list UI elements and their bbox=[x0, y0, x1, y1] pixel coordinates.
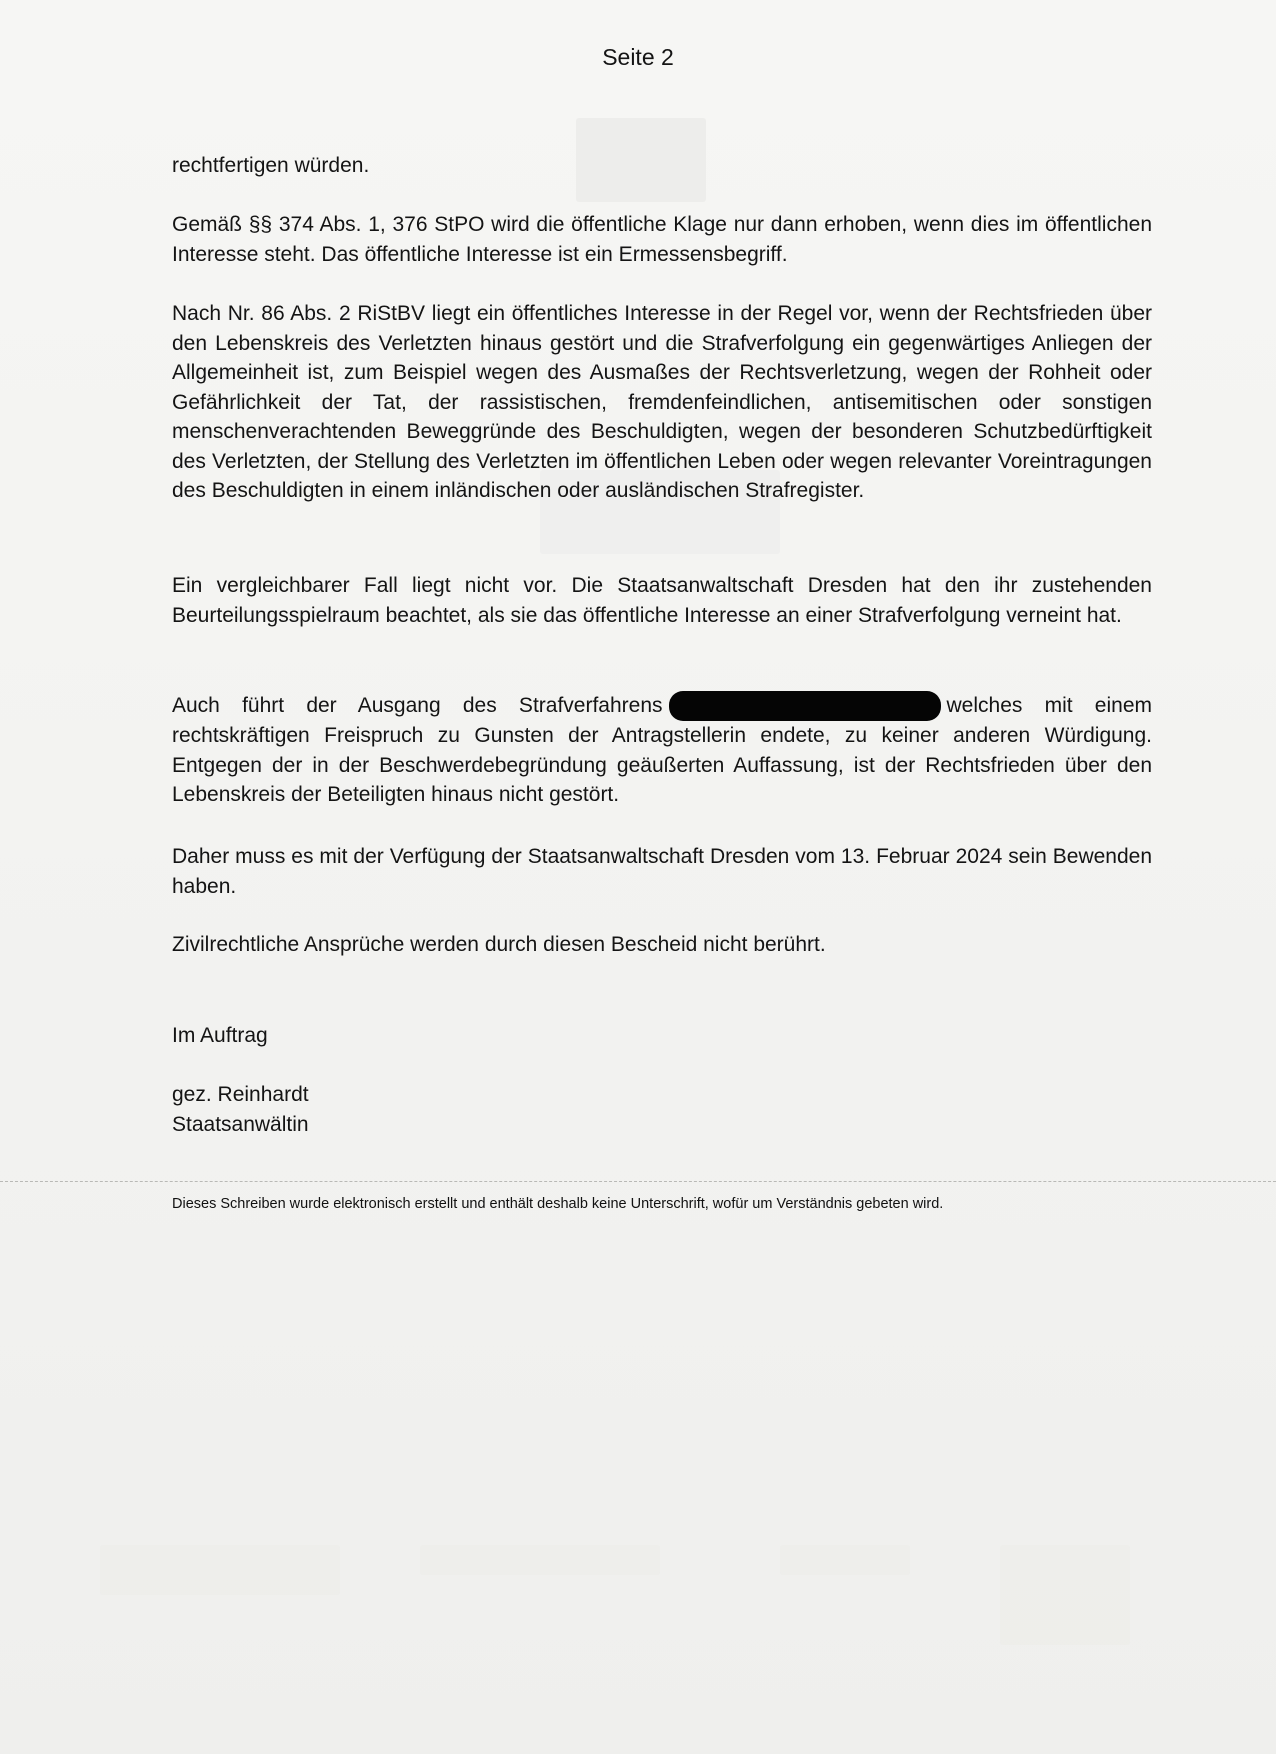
redaction-bar bbox=[669, 691, 941, 721]
closing-auftrag bbox=[172, 1021, 1152, 1051]
footer-divider bbox=[0, 1181, 1276, 1182]
paragraph-text: Daher muss es mit der Verfügung der Staatsanwaltschaft Dresden vom 13. Februar 2024 sein Bewenden haben. bbox=[172, 845, 1152, 898]
signature-block bbox=[172, 1080, 1152, 1139]
paragraph-text: Ein vergleichbarer Fall liegt nicht vor. Die Staatsanwaltschaft Dresden hat den ihr zustehenden Beurteilungsspielraum beachtet, als sie das öffentliche Interesse an einer Strafverfolgung verneint hat. bbox=[172, 574, 1152, 627]
paragraph-gemaess bbox=[172, 210, 1152, 269]
signature-title: Staatsanwältin bbox=[172, 1112, 309, 1136]
signature-name: gez. Reinhardt bbox=[172, 1083, 309, 1106]
paragraph-zivilrecht bbox=[172, 930, 1152, 960]
paragraph-text: rechtfertigen würden. bbox=[172, 154, 370, 177]
closing-text: Im Auftrag bbox=[172, 1024, 268, 1047]
paragraph-text-before-redaction: Auch führt der Ausgang des Strafverfahrens bbox=[172, 694, 663, 717]
page-number: Seite 2 bbox=[602, 44, 674, 70]
paragraph-text: Nach Nr. 86 Abs. 2 RiStBV liegt ein öffentliches Interesse in der Regel vor, wenn der Rechtsfrieden über den Lebenskreis des Verletzten hinaus gestört und die Strafverfolgung ein gegenwärtiges Anliegen der Allgemeinheit ist, zum Beispiel wegen des Ausmaßes der Rechtsverletzung, wegen der Rohheit oder Gefährlichkeit der Tat, der rassistischen, fremdenfeindlichen, antisemitischen oder sonstigen menschenverachtenden Beweggründe des Beschuldigten, wegen der besonderen Schutzbedürftigkeit des Verletzten, der Stellung des Verletzten im öffentlichen Leben oder wegen relevanter Voreintragungen des Beschuldigten in einem inländischen oder ausländischen Strafregister. bbox=[172, 302, 1152, 502]
paragraph-text: Gemäß §§ 374 Abs. 1, 376 StPO wird die öffentliche Klage nur dann erhoben, wenn dies im öffentlichen Interesse steht. Das öffentliche Interesse ist ein Ermessensbegriff. bbox=[172, 213, 1152, 266]
paragraph-text: Zivilrechtliche Ansprüche werden durch diesen Bescheid nicht berührt. bbox=[172, 933, 826, 956]
paragraph-text-after-redaction: welches mit einem rechtskräftigen Freispruch zu Gunsten der Antragstellerin endete, zu keiner anderen Würdigung. Entgegen der in der Beschwerdebegründung geäußerten Auffassung, ist der Rechtsfrieden über den Lebenskreis der Beteiligten hinaus nicht gestört. bbox=[172, 694, 1152, 807]
bleed-through-footer-a bbox=[100, 1545, 340, 1595]
paragraph-vergleichbarer-fall bbox=[172, 571, 1152, 630]
bleed-through-footer-c bbox=[780, 1545, 910, 1575]
bleed-through-footer-b bbox=[420, 1545, 660, 1575]
paragraph-strafverfahren bbox=[172, 691, 1152, 810]
paragraph-text bbox=[172, 691, 1152, 810]
paragraph-daher bbox=[172, 842, 1152, 901]
bleed-through-footer-d bbox=[1000, 1545, 1130, 1645]
paragraph-ristbv bbox=[172, 299, 1152, 506]
footer-note: Dieses Schreiben wurde elektronisch erstellt und enthält deshalb keine Unterschrift, wofür um Verständnis gebeten wird. bbox=[172, 1196, 944, 1212]
paragraph-continuation bbox=[172, 151, 1152, 181]
